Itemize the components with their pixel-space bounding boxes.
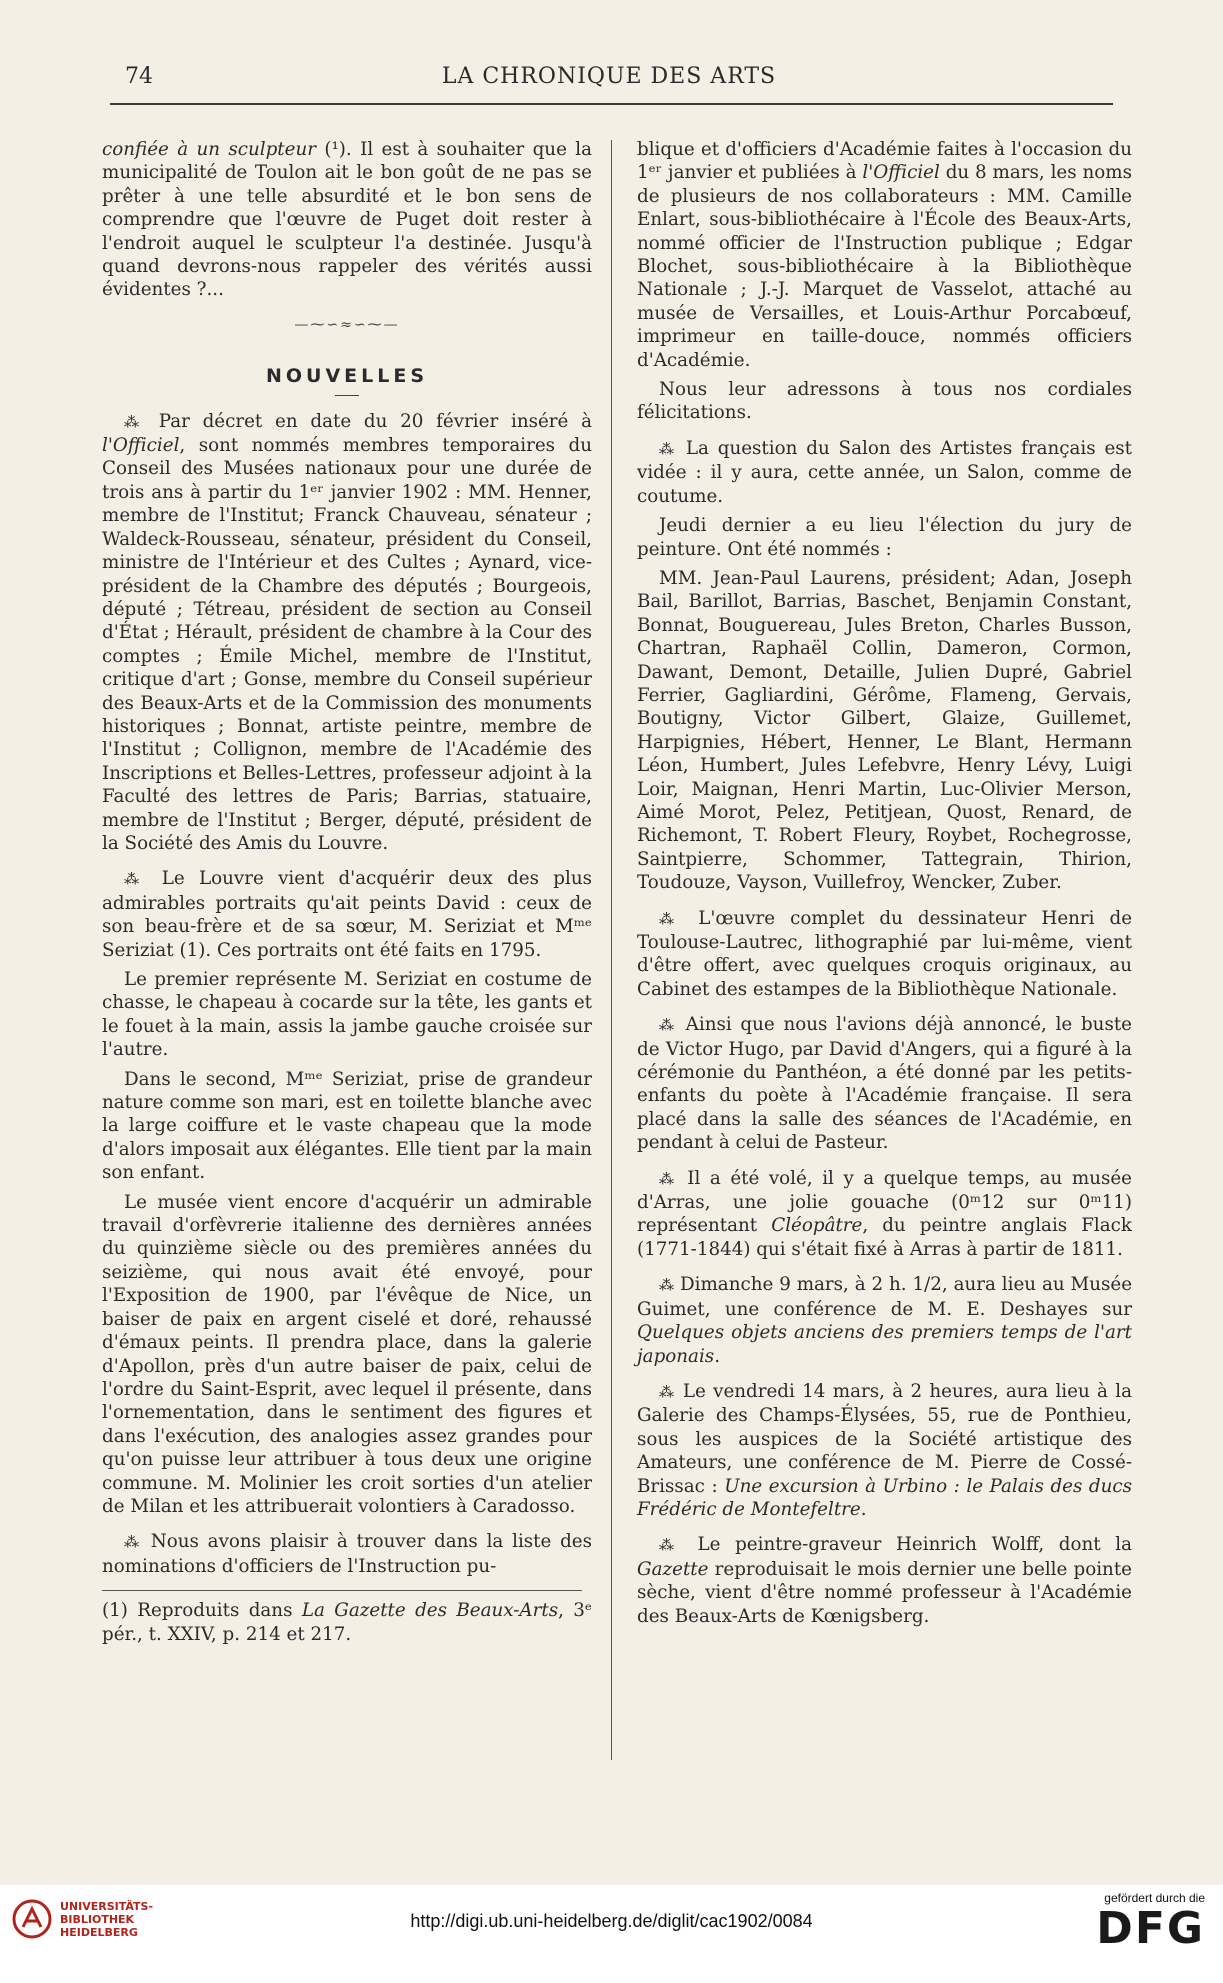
news-text: reproduisait le mois dernier une belle pointe sèche, vient d'être nommé professeur à l'Académie des Beaux-Arts de Kœnigsberg. <box>637 1558 1132 1627</box>
news-text: blique et d'officiers d'Académie faites à l'occasion du 1ᵉʳ janvier et publiées à <box>637 139 1132 184</box>
news-text: La question du Salon des Artistes français est vidée : il y aura, cette année, un Salon, comme de coutume. <box>637 437 1133 507</box>
column-divider <box>611 140 612 1760</box>
news-item <box>102 1530 592 1578</box>
news-text: du 8 mars, les noms de plusieurs de nos collaborateurs : MM. Camille Enlart, sous-bibliothécaire à l'École des Beaux-Arts, nommé officier de l'Instruction publique ; Edgar Blochet, sous-bibliothécaire à la Bibliothèque Nationale ; J.-J. Marquet de Vasselot, attaché au musée de Versailles, et Louis-Arthur Porcabœuf, imprimeur en taille-douce, nommés officiers d'Académie. <box>637 162 1132 371</box>
asterism-icon: ⁂ <box>124 1533 142 1552</box>
news-item <box>637 907 1132 1002</box>
news-text: , sont nommés membres temporaires du Conseil des Musées nationaux pour une durée de trois ans à partir du 1ᵉʳ janvier 1902 : MM. Henner, membre de l'Institut; Franck Chauveau, sénateur ; Waldeck-Rousseau, sénateur, président du Conseil, ministre de l'Intérieur et des Cultes ; Aynard, vice-président de la Chambre des députés ; Bourgeois, député ; Tétreau, président de section au Conseil d'État ; Hérault, président de chambre à la Cour des comptes ; Émile Michel, membre de l'Institut, critique d'art ; Gonse, membre du Conseil supérieur des Beaux-Arts et de la Commission des monuments historiques ; Bonnat, artiste peintre, membre de l'Institut ; Collignon, membre de l'Académie des Inscriptions et Belles-Lettres, professeur adjoint à la Faculté des lettres de Paris; Barrias, statuaire, membre de l'Institut ; Berger, député, président de la Société des Amis du Louvre. <box>102 435 592 854</box>
news-text: Il a été volé, il y a quelque temps, au musée d'Arras, une jolie gouache (0ᵐ12 sur 0ᵐ11) représentant <box>637 1167 1133 1237</box>
news-text: Le peintre-graveur Heinrich Wolff, dont la <box>697 1534 1133 1556</box>
footnote-text: , 3ᵉ pér., t. XXIV, p. 214 et 217. <box>102 1600 592 1645</box>
asterism-icon: ⁂ <box>659 1382 676 1401</box>
intro-paragraph <box>102 138 592 302</box>
news-italic: l'Officiel <box>862 162 940 184</box>
library-name-line: BIBLIOTHEK <box>60 1912 135 1926</box>
news-text: Nous avons plaisir à trouver dans la liste des nominations d'officiers de l'Instruction pu- <box>102 1531 593 1577</box>
news-italic: l'Officiel <box>102 435 180 457</box>
news-text: . <box>860 1498 867 1520</box>
dfg-logo-icon: DFG <box>1096 1903 1205 1954</box>
news-text: Dimanche 9 mars, à 2 h. 1/2, aura lieu au Musée Guimet, une conférence de M. E. Deshayes sur <box>637 1274 1133 1320</box>
funder-caption: gefördert durch die <box>1104 1891 1205 1905</box>
viewer-footer <box>0 1885 1223 1983</box>
news-item <box>637 437 1132 508</box>
header-rule <box>110 103 1113 105</box>
page-header <box>105 64 1113 94</box>
paragraph: Le musée vient encore d'acquérir un admirable travail d'orfèvrerie italienne des dernières années du quinzième siècle ou des premières années du seizième, qui nous avait été envoyé, pour l'Exposition de 1900, par l'évêque de Nice, un baiser de paix en argent ciselé et doré, rehaussé d'émaux peints. Il prendra place, dans la galerie d'Apollon, près d'un autre baiser de paix, celui de l'ordre du Saint-Esprit, avec lequel il présente, dans l'ornementation, dans le sentiment des figures et dans l'exécution, des analogies assez grandes pour qu'on puisse leur attribuer à tous deux une origine commune. M. Molinier les croit sorties d'un atelier de Milan et les attribuerait volontiers à Caradosso. <box>102 1191 592 1517</box>
news-item <box>637 1273 1132 1368</box>
news-text: Le vendredi 14 mars, à 2 heures, aura lieu à la Galerie des Champs-Élysées, 55, rue de Ponthieu, sous les auspices de la Société artistique des Amateurs, une conférence de M. Pierre de Cossé-Brissac : <box>637 1380 1133 1497</box>
running-title: LA CHRONIQUE DES ARTS <box>441 64 777 89</box>
left-column <box>102 138 592 1652</box>
news-text: L'œuvre complet du dessinateur Henri de Toulouse-Lautrec, lithographié par lui-même, vient d'être offert, avec quelques croquis originaux, au Cabinet des estampes de la Bibliothèque Nationale. <box>637 907 1133 1000</box>
news-italic: Quelques objets anciens des premiers temps de l'art japonais <box>637 1322 1132 1367</box>
footnote <box>102 1599 592 1646</box>
asterism-icon: ⁂ <box>659 1016 677 1035</box>
library-name-line: UNIVERSITÄTS- <box>60 1899 154 1913</box>
paragraph: MM. Jean-Paul Laurens, président; Adan, Joseph Bail, Barillot, Barrias, Baschet, Benjamin Constant, Bonnat, Bouguereau, Jules Breton, Charles Busson, Chartran, Raphaël Collin, Dameron, Cormon, Dawant, Demont, Detaille, Julien Dupré, Gabriel Ferrier, Gagliardini, Gérôme, Flameng, Gervais, Boutigny, Victor Gilbert, Glaize, Guillemet, Harpignies, Hébert, Henner, Le Blant, Hermann Léon, Humbert, Jules Lefebvre, Henry Lévy, Luigi Loir, Maignan, Henri Martin, Luc-Olivier Merson, Aimé Morot, Pelez, Petitjean, Quost, Renard, de Richemont, T. Robert Fleury, Roybet, Rochegrosse, Saintpierre, Schommer, Tattegrain, Thirion, Toudouze, Vayson, Vuillefroy, Wencker, Zuber. <box>637 567 1132 894</box>
page-number: 74 <box>125 64 153 89</box>
news-italic: Cléopâtre <box>771 1215 863 1237</box>
paragraph: Le premier représente M. Seriziat en costume de chasse, le chapeau à cocarde sur la tête, les gants et le fouet à la main, assis la jambe gauche croisée sur l'autre. <box>102 969 592 1061</box>
news-item <box>102 867 592 962</box>
news-text: . <box>714 1345 720 1367</box>
paragraph: Jeudi dernier a eu lieu l'élection du jury de peinture. Ont été nommés : <box>637 515 1132 560</box>
news-text: Le Louvre vient d'acquérir deux des plus admirables portraits qu'ait peints David : ceux de son beau-frère et de sa sœur, M. Seriziat et Mᵐᵉ Seriziat (1). Ces portraits ont été faits en 1795. <box>102 868 592 961</box>
section-title: NOUVELLES <box>265 365 429 388</box>
asterism-icon: ⁂ <box>659 439 678 458</box>
news-italic: Gazette <box>637 1558 709 1580</box>
news-item <box>637 1167 1132 1262</box>
asterism-icon: ⁂ <box>124 870 148 889</box>
title-dash <box>335 395 359 396</box>
library-name-line: HEIDELBERG <box>60 1925 138 1939</box>
news-item <box>102 410 592 856</box>
footnote-text: (1) Reproduits dans <box>102 1600 302 1622</box>
intro-text: (¹). Il est à souhaiter que la municipalité de Toulon ait le bon goût de ne pas se prêter à une telle absurdité et le bon sens de comprendre que l'œuvre de Puget doit rester à l'endroit auquel le sculpteur l'a destinée. Jusqu'à quand devrons-nous rappeler des vérités aussi évidentes ?... <box>102 139 592 301</box>
asterism-icon: ⁂ <box>659 1169 678 1188</box>
right-column <box>637 138 1132 1634</box>
footnote-italic: La Gazette des Beaux-Arts <box>301 1600 559 1622</box>
news-item <box>637 1013 1132 1154</box>
paragraph: Nous leur adressons à tous nos cordiales félicitations. <box>637 379 1132 424</box>
news-item <box>637 1380 1132 1521</box>
news-text: Par décret en date du 20 février inséré à <box>158 410 593 432</box>
footnote-rule <box>102 1590 582 1591</box>
paragraph: Dans le second, Mᵐᵉ Seriziat, prise de grandeur nature comme son mari, est en toilette blanche avec la large coiffure et le vaste chapeau que la mode d'alors imposait aux élégantes. Elle tient par la main son enfant. <box>102 1068 592 1184</box>
funder-logo[interactable] <box>1096 1891 1205 1953</box>
permalink-url[interactable]: http://digi.ub.uni-heidelberg.de/diglit/cac1902/0084 <box>410 1911 813 1931</box>
ornament-divider: —⁓∽≈∽⁓— <box>294 316 400 333</box>
news-italic: Une excursion à Urbino : le Palais des ducs Frédéric de Montefeltre <box>637 1475 1133 1520</box>
paragraph <box>637 138 1132 372</box>
intro-italic: confiée à un sculpteur <box>102 139 316 160</box>
news-text: Ainsi que nous l'avions déjà annoncé, le buste de Victor Hugo, par David d'Angers, qui a figuré à la cérémonie du Panthéon, a été donné par les petits-enfants du poète à l'Académie française. Il sera placé dans la salle des séances de l'Académie, en pendant à celui de Pasteur. <box>637 1014 1133 1154</box>
asterism-icon: ⁂ <box>124 412 146 431</box>
news-item <box>637 1533 1132 1628</box>
asterism-icon: ⁂ <box>659 1276 675 1295</box>
asterism-icon: ⁂ <box>659 909 684 928</box>
news-text: , du peintre anglais Flack (1771-1844) qui s'était fixé à Arras à partir de 1811. <box>637 1215 1132 1260</box>
asterism-icon: ⁂ <box>659 1536 683 1555</box>
